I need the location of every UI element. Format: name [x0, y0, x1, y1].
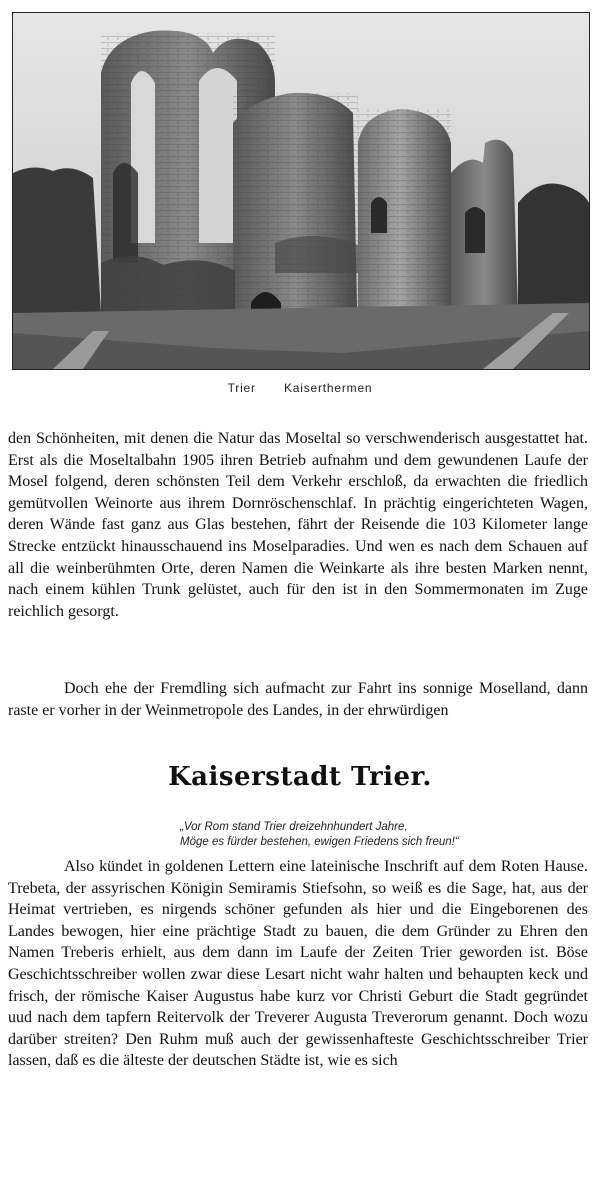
left-trees	[13, 167, 101, 313]
section-heading: Kaiserstadt Trier.	[168, 762, 432, 792]
caption-title: Kaiserthermen	[283, 381, 373, 395]
kaiserthermen-photo	[12, 12, 590, 370]
epigraph-line-1: „Vor Rom stand Trier dreizehnhundert Jahre,	[180, 821, 408, 833]
paragraph-2: Doch ehe der Fremdling sich aufmacht zur Fahrt ins sonnige Moselland, dann raste er vorher in der Weinmetropole des Landes, in der ehrwürdigen	[8, 680, 588, 719]
paragraph-1: den Schönheiten, mit denen die Natur das Moseltal so verschwenderisch ausgestattet hat. Erst als die Moseltalbahn 1905 ihren Betrieb aufnahm und dem gewundenen Laufe der Mosel folgend, deren schönsten Teil dem Verkehr erschloß, da erwachten die friedlich gemütvollen Weinorte aus ihrem Dornröschenschlaf. In prächtig eingerichteten Wagen, deren Wände fast ganz aus Glas bestehen, fährt der Reisende die 103 Kilometer lange Strecke entzückt hinausschauend ins Moselparadies. Und wen es nach dem Schauen auf all die weinberühmten Orte, deren Namen die Weinkarte als ihre besten Marken nennt, nach einem kühlen Trunk gelüstet, auch für den ist in den Sommermonaten im Zuge reichlich gesorgt.	[8, 430, 588, 620]
epigraph-line-2: Möge es fürder bestehen, ewigen Friedens sich freun!“	[180, 836, 459, 848]
caption-place: Trier	[227, 381, 256, 395]
ruins-illustration	[13, 13, 589, 369]
paragraph-3: Also kündet in goldenen Lettern eine lateinische Inschrift auf dem Roten Hause. Trebeta, der assyrischen Königin Semiramis Stiefsohn, so weiß es die Sage, hat, aus der Heimat vertrieben, es nirgends schöner gefunden als hier und die Eingeborenen des Landes bewogen, hier eine prächtige Stadt zu bauen, die dem Gründer zu Ehren den Namen Treberis erhielt, aus dem dann im Laufe der Zeiten Trier geworden ist. Böse Geschichtsschreiber wollen zwar diese Lesart nicht wahr halten und behaupten keck und frisch, der römische Kaiser Augustus habe kurz vor Christi Geburt die Stadt gegründet uud nach dem tapfern Reitervolk der Treverer Augusta Treverorum genannt. Doch wozu darüber streiten? Den Ruhm muß auch der gewissenhafteste Geschichtsschreiber Trier lassen, daß es die älteste der deutschen Städte ist, wie es sich	[8, 858, 588, 1070]
photo-caption	[0, 381, 600, 395]
epigraph	[180, 820, 590, 850]
arch-window-right	[199, 68, 237, 243]
